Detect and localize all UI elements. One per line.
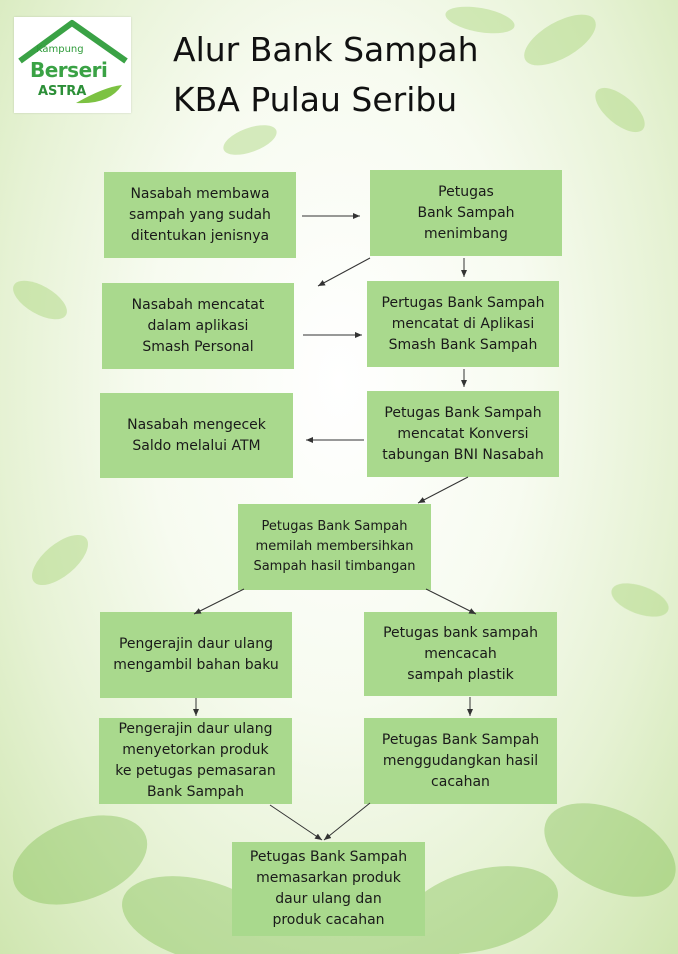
- arrow-b7-b9: [426, 589, 476, 614]
- arrow-b2-b3: [318, 258, 370, 286]
- arrow-b10-b12: [270, 805, 322, 840]
- arrow-b7-b8: [194, 589, 244, 614]
- logo-text-kampung: Kampung: [36, 44, 84, 55]
- step-label: Pengerajin daur ulang menyetorkan produk ke petugas pemasaran Bank Sampah: [115, 721, 276, 800]
- step-label: Nasabah mencatat dalam aplikasi Smash Personal: [131, 296, 265, 355]
- arrow-b6-b7: [418, 477, 468, 503]
- logo-text-astra: ASTRA: [38, 84, 87, 99]
- step-label: Petugas bank sampah mencacah sampah plastik: [383, 624, 538, 683]
- arrow-b11-b12: [324, 803, 370, 840]
- step-label: Pengerajin daur ulang mengambil bahan baku: [113, 636, 279, 673]
- logo-text-berseri: Berseri: [30, 58, 108, 82]
- step-label: Petugas Bank Sampah mencatat Konversi tabungan BNI Nasabah: [382, 404, 544, 463]
- page-title-line2: KBA Pulau Seribu: [173, 80, 458, 119]
- step-label: Nasabah mengecek Saldo melalui ATM: [127, 416, 266, 454]
- step-label: Pertugas Bank Sampah mencatat di Aplikasi Smash Bank Sampah: [381, 294, 545, 353]
- step-label: Petugas Bank Sampah memasarkan produk daur ulang dan produk cacahan: [249, 849, 408, 928]
- step-label: Petugas Bank Sampah menimbang: [417, 183, 515, 242]
- step-label: Petugas Bank Sampah menggudangkan hasil cacahan: [381, 731, 540, 790]
- page-title-line1: Alur Bank Sampah: [173, 30, 479, 69]
- step-label: Nasabah membawa sampah yang sudah ditentukan jenisnya: [129, 185, 271, 244]
- step-label: Petugas Bank Sampah memilah membersihkan Sampah hasil timbangan: [253, 519, 416, 574]
